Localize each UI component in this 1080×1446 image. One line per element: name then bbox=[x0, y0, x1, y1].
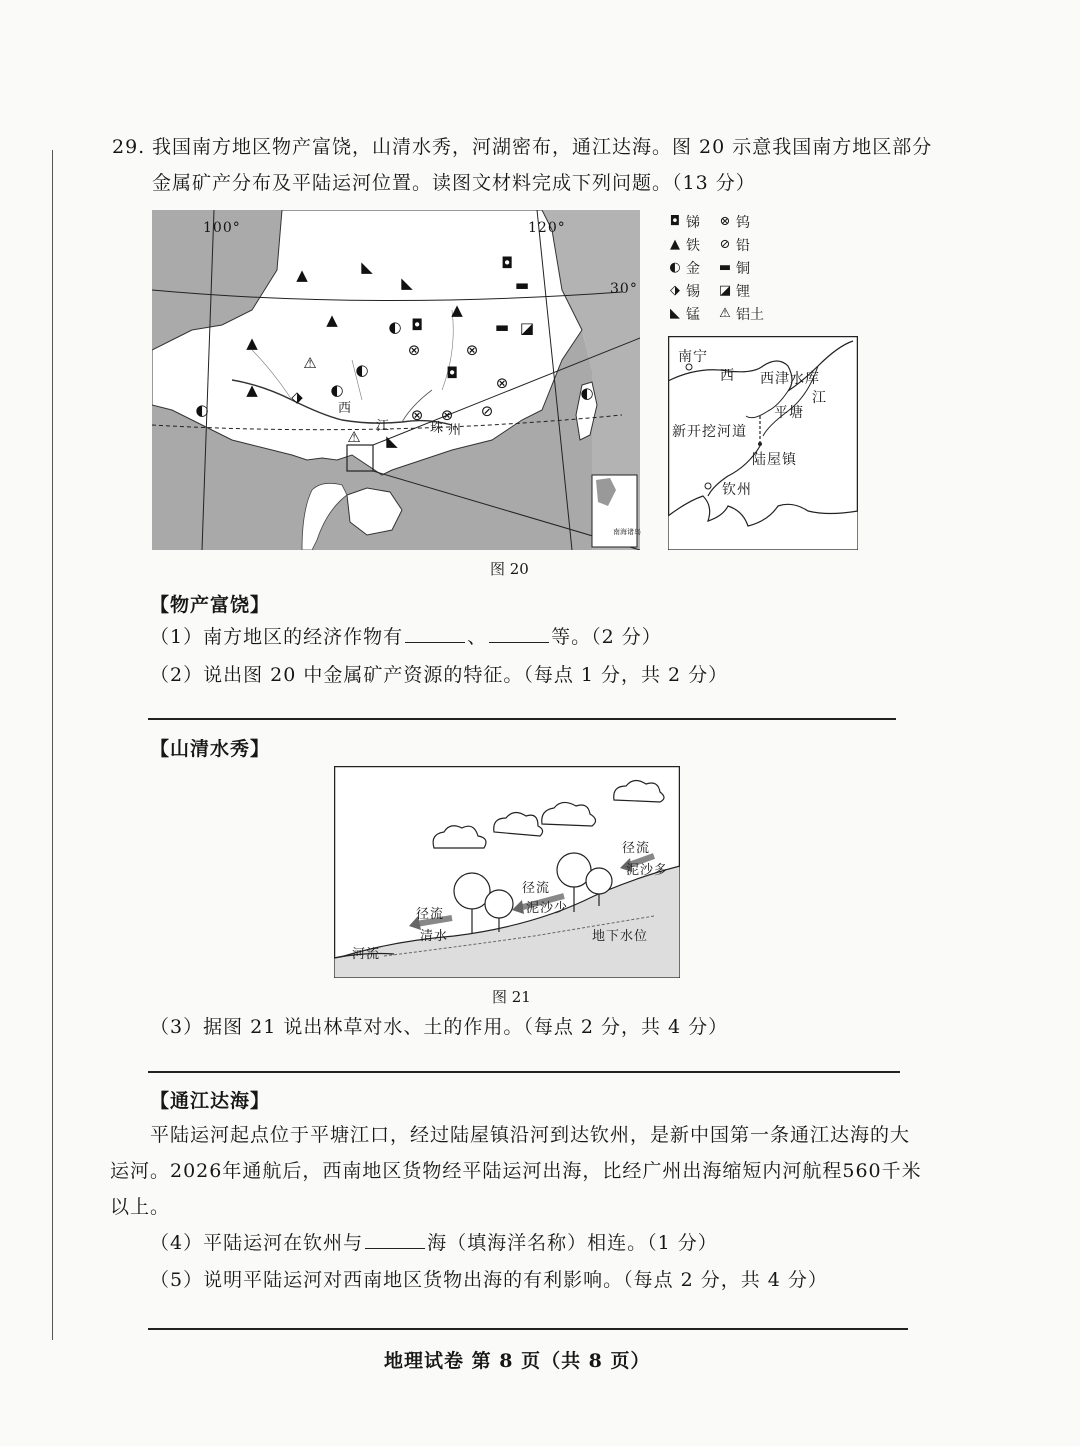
canal-map-luwu: 陆屋镇 bbox=[752, 452, 797, 468]
question-number: 29. bbox=[112, 136, 146, 158]
map-legend bbox=[668, 212, 808, 327]
legend-item: ▬ 铜 bbox=[718, 260, 750, 277]
question-3: （3）据图 21 说出林草对水、土的作用。（每点 2 分，共 4 分） bbox=[150, 1016, 729, 1038]
question-intro-line1: 我国南方地区物产富饶，山清水秀，河湖密布，通江达海。图 20 示意我国南方地区部分 bbox=[152, 136, 933, 158]
canal-map-xi: 西 bbox=[720, 368, 735, 384]
legend-item: ⊗ 钨 bbox=[719, 214, 750, 231]
tungsten-mark: ⊗ bbox=[465, 341, 479, 359]
fig21-runoff-top: 径流 bbox=[622, 841, 651, 856]
answer-blank[interactable] bbox=[405, 624, 465, 643]
gold-mark: ◐ bbox=[195, 401, 209, 419]
lead-mark: ⊘ bbox=[480, 402, 494, 420]
copper-mark: ▬ bbox=[494, 318, 510, 336]
answer-line[interactable] bbox=[148, 718, 896, 720]
map-place-zhu: 珠 bbox=[430, 421, 445, 436]
material-para-line2: 运河。2026年通航后，西南地区货物经平陆运河出海，比经广州出海缩短内河航程560千米 bbox=[110, 1160, 922, 1182]
legend-item: ⚠ 铝土 bbox=[719, 306, 764, 323]
answer-line[interactable] bbox=[148, 1071, 900, 1073]
antimony-mark: ◘ bbox=[446, 364, 458, 382]
legend-item: ⬗ 锡 bbox=[670, 283, 700, 300]
canal-map-qinzhou: 钦州 bbox=[722, 482, 752, 498]
material-para-line3: 以上。 bbox=[110, 1196, 171, 1218]
section2-title: 【山清水秀】 bbox=[150, 738, 271, 760]
tungsten-mark: ⊗ bbox=[440, 406, 454, 424]
fig21-less-sediment: 泥沙少 bbox=[526, 901, 569, 916]
antimony-icon: ◘ bbox=[669, 214, 681, 229]
gold-mark: ◐ bbox=[355, 361, 369, 379]
gold-mark: ◐ bbox=[388, 318, 402, 336]
tungsten-mark: ⊗ bbox=[407, 341, 421, 359]
tungsten-mark: ⊗ bbox=[495, 374, 509, 392]
iron-mark: ▲ bbox=[246, 381, 258, 399]
answer-blank[interactable] bbox=[489, 624, 549, 643]
lon-100-label: 100° bbox=[203, 220, 241, 236]
section1-title: 【物产富饶】 bbox=[150, 594, 271, 616]
figure-21-caption: 图 21 bbox=[492, 988, 531, 1006]
gold-icon: ◐ bbox=[669, 260, 681, 275]
lat-30-label: 30° bbox=[610, 281, 638, 297]
iron-mark: ▲ bbox=[246, 334, 258, 352]
fig21-runoff-mid: 径流 bbox=[522, 881, 551, 896]
fig21-groundwater: 地下水位 bbox=[592, 929, 649, 944]
tungsten-mark: ⊗ bbox=[410, 406, 424, 424]
page-footer: 地理试卷 第 8 页（共 8 页） bbox=[384, 1350, 651, 1372]
canal-map-jiang: 江 bbox=[812, 390, 827, 406]
south-sea-inset-label: 南海诸岛 bbox=[613, 528, 641, 536]
canal-map-nanning: 南宁 bbox=[678, 349, 708, 365]
iron-mark: ▲ bbox=[451, 301, 463, 319]
bauxite-mark: ⚠ bbox=[347, 428, 361, 446]
question-5: （5）说明平陆运河对西南地区货物出海的有利影响。（每点 2 分，共 4 分） bbox=[150, 1269, 828, 1291]
legend-item: ⊘ 铅 bbox=[719, 237, 750, 254]
mineral-map-svg bbox=[152, 210, 640, 550]
section3-title: 【通江达海】 bbox=[150, 1090, 271, 1112]
lithium-icon: ◪ bbox=[718, 283, 732, 298]
bauxite-mark: ⚠ bbox=[303, 354, 317, 372]
map-place-zhou: 州 bbox=[448, 423, 463, 438]
legend-item: ◐ 金 bbox=[669, 260, 700, 277]
fig21-clear-water: 清水 bbox=[420, 929, 449, 944]
canal-map-new-canal: 新开挖河道 bbox=[672, 424, 747, 440]
material-para-line1: 平陆运河起点位于平塘江口，经过陆屋镇沿河到达钦州，是新中国第一条通江达海的大 bbox=[150, 1124, 911, 1146]
answer-blank[interactable] bbox=[365, 1230, 425, 1249]
map-place-jiang: 江 bbox=[376, 419, 391, 434]
question-2: （2）说出图 20 中金属矿产资源的特征。（每点 1 分，共 2 分） bbox=[150, 664, 729, 686]
gold-mark: ◐ bbox=[330, 381, 344, 399]
antimony-mark: ◘ bbox=[411, 316, 423, 334]
question-1: （1）南方地区的经济作物有 、 等。（2 分） bbox=[150, 626, 662, 648]
copper-icon: ▬ bbox=[718, 260, 732, 275]
canal-map-pingtang: 平塘 bbox=[774, 405, 804, 421]
binding-margin-line bbox=[52, 150, 53, 1340]
fig21-runoff-low: 径流 bbox=[416, 907, 445, 922]
lithium-mark: ◪ bbox=[519, 319, 535, 337]
tungsten-icon: ⊗ bbox=[719, 214, 731, 229]
manganese-mark: ◣ bbox=[361, 258, 373, 276]
manganese-icon: ◣ bbox=[670, 306, 680, 321]
canal-map-xijin: 西津水库 bbox=[760, 371, 820, 387]
copper-mark: ▬ bbox=[514, 276, 530, 294]
iron-icon: ▲ bbox=[670, 237, 680, 252]
legend-item: ▲ 铁 bbox=[670, 237, 700, 254]
bauxite-icon: ⚠ bbox=[719, 306, 731, 321]
map-place-xi: 西 bbox=[338, 401, 353, 416]
tin-icon: ⬗ bbox=[670, 283, 680, 298]
legend-item: ◘ 锑 bbox=[669, 214, 700, 231]
legend-item: ◪ 锂 bbox=[718, 283, 750, 300]
question-intro-line2: 金属矿产分布及平陆运河位置。读图文材料完成下列问题。（13 分） bbox=[152, 172, 756, 194]
iron-mark: ▲ bbox=[326, 311, 338, 329]
manganese-mark: ◣ bbox=[386, 432, 398, 450]
question-4: （4）平陆运河在钦州与 海（填海洋名称）相连。（1 分） bbox=[150, 1232, 718, 1254]
manganese-mark: ◣ bbox=[401, 274, 413, 292]
lead-icon: ⊘ bbox=[719, 237, 731, 252]
mineral-map bbox=[152, 210, 640, 554]
fig21-more-sediment: 泥沙多 bbox=[626, 863, 669, 878]
footer-rule bbox=[148, 1328, 908, 1330]
figure-20-caption: 图 20 bbox=[490, 560, 529, 578]
legend-item: ◣ 锰 bbox=[670, 306, 700, 323]
lon-120-label: 120° bbox=[528, 220, 566, 236]
tin-mark: ⬗ bbox=[291, 388, 303, 406]
fig21-river: 河流 bbox=[352, 947, 381, 962]
iron-mark: ▲ bbox=[296, 266, 308, 284]
gold-mark: ◐ bbox=[580, 384, 594, 402]
antimony-mark: ◘ bbox=[501, 254, 513, 272]
